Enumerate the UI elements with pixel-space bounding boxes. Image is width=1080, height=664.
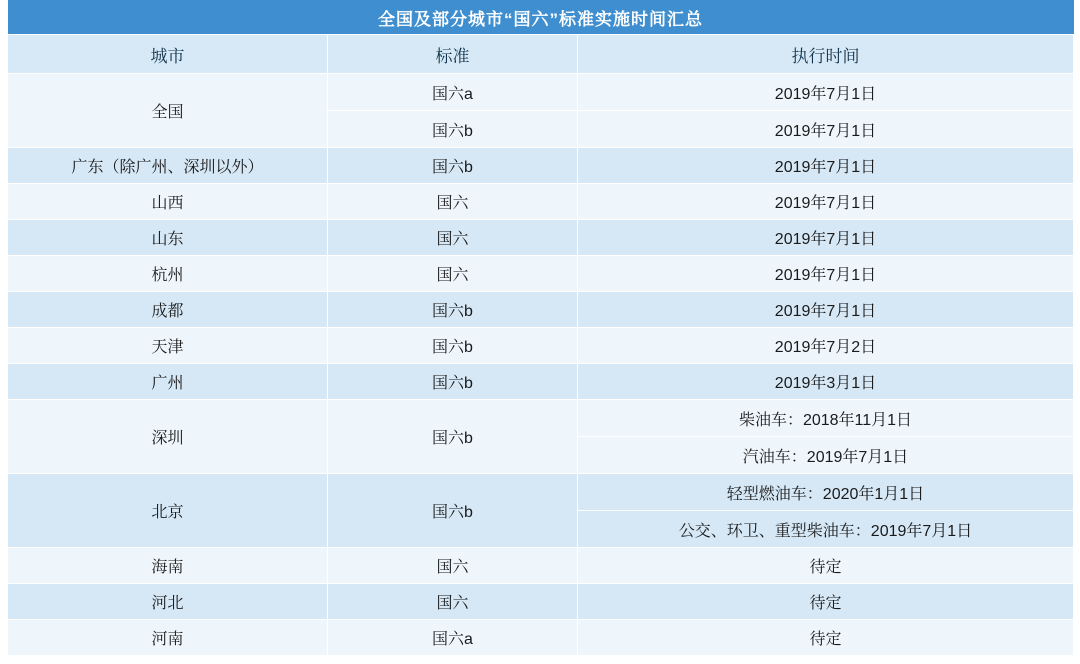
cell-time: 2019年7月1日 [578,292,1074,328]
cell-city: 海南 [8,548,328,584]
cell-city: 天津 [8,328,328,364]
cell-standard: 国六a [328,74,578,111]
table-row [8,548,1074,584]
cell-city: 成都 [8,292,328,328]
standards-summary-table [7,0,1074,656]
cell-standard: 国六b [328,474,578,548]
cell-time: 公交、环卫、重型柴油车：2019年7月1日 [578,511,1074,548]
table-row [8,74,1074,111]
cell-standard: 国六a [328,620,578,656]
cell-city: 杭州 [8,256,328,292]
cell-time: 2019年7月2日 [578,328,1074,364]
cell-time: 2019年7月1日 [578,220,1074,256]
cell-standard: 国六b [328,292,578,328]
cell-city: 河北 [8,584,328,620]
cell-city: 广州 [8,364,328,400]
cell-standard: 国六 [328,548,578,584]
table-row [8,220,1074,256]
cell-time: 2019年7月1日 [578,256,1074,292]
cell-standard: 国六b [328,400,578,474]
table-row [8,148,1074,184]
cell-time: 汽油车：2019年7月1日 [578,437,1074,474]
cell-standard: 国六 [328,584,578,620]
column-header-standard: 标准 [328,35,578,74]
table-row [8,184,1074,220]
table-row [8,474,1074,511]
table-row [8,292,1074,328]
table-header-row [8,35,1074,74]
page-title: 全国及部分城市“国六”标准实施时间汇总 [8,0,1074,35]
table-row [8,584,1074,620]
cell-time: 2019年7月1日 [578,184,1074,220]
table-row [8,256,1074,292]
cell-standard: 国六 [328,220,578,256]
cell-time: 2019年7月1日 [578,148,1074,184]
cell-time: 柴油车：2018年11月1日 [578,400,1074,437]
cell-time: 待定 [578,620,1074,656]
cell-time: 2019年7月1日 [578,111,1074,148]
cell-standard: 国六b [328,148,578,184]
table-row [8,620,1074,656]
cell-standard: 国六b [328,364,578,400]
cell-time: 待定 [578,584,1074,620]
table-title-row [8,0,1074,35]
table-row [8,364,1074,400]
cell-time: 2019年3月1日 [578,364,1074,400]
column-header-city: 城市 [8,35,328,74]
cell-city: 山西 [8,184,328,220]
cell-standard: 国六b [328,328,578,364]
cell-standard: 国六 [328,184,578,220]
cell-city: 河南 [8,620,328,656]
cell-time: 轻型燃油车：2020年1月1日 [578,474,1074,511]
cell-city: 深圳 [8,400,328,474]
cell-city: 北京 [8,474,328,548]
cell-standard: 国六b [328,111,578,148]
cell-city: 全国 [8,74,328,148]
table-row [8,328,1074,364]
column-header-time: 执行时间 [578,35,1074,74]
cell-city: 山东 [8,220,328,256]
cell-time: 待定 [578,548,1074,584]
table-row [8,400,1074,437]
cell-time: 2019年7月1日 [578,74,1074,111]
cell-city: 广东（除广州、深圳以外） [8,148,328,184]
cell-standard: 国六 [328,256,578,292]
